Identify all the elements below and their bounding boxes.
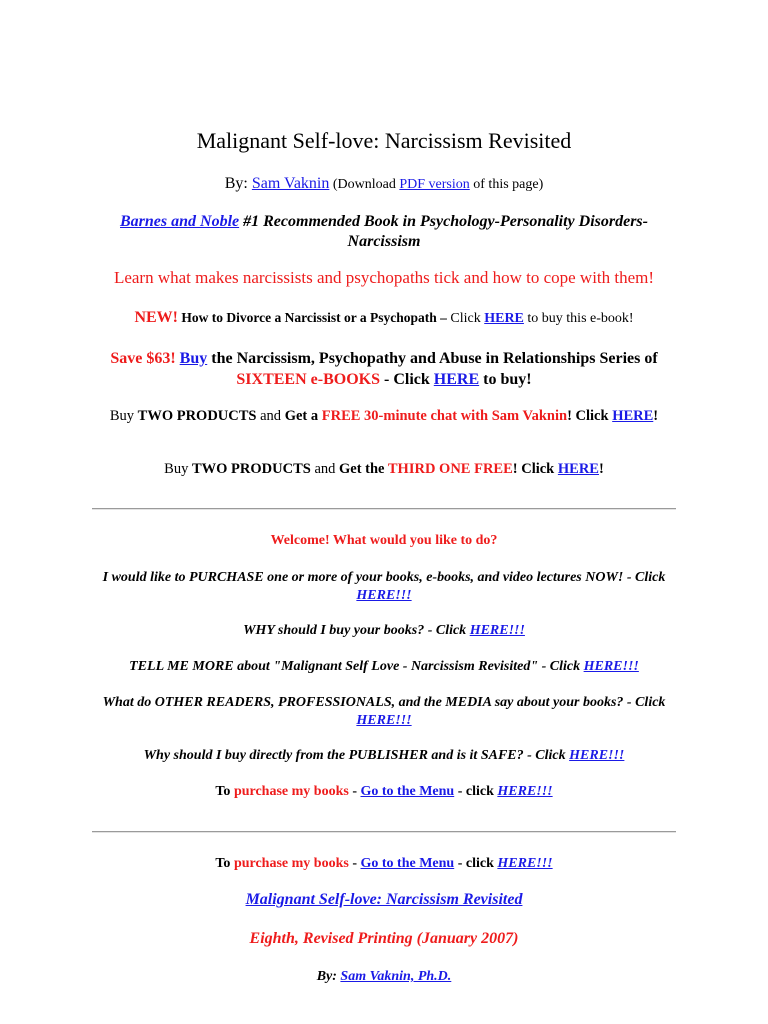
chat-and: and bbox=[256, 408, 285, 424]
chat-get: Get a bbox=[284, 408, 322, 424]
chat-two-products: TWO PRODUCTS bbox=[137, 408, 257, 424]
third-click: ! Click bbox=[512, 461, 558, 477]
purchase-to: To bbox=[215, 856, 234, 871]
chat-here-link[interactable]: HERE bbox=[612, 408, 654, 424]
book-title-link[interactable]: Malignant Self-love: Narcissism Revisited bbox=[245, 891, 523, 908]
option-purchase bbox=[92, 569, 676, 605]
purchase-my-books: purchase my books bbox=[233, 784, 349, 799]
third-two-products: TWO PRODUCTS bbox=[191, 461, 311, 477]
third-here-link[interactable]: HERE bbox=[557, 461, 599, 477]
download-close: of this page) bbox=[469, 177, 544, 192]
recommended-text: #1 Recommended Book in Psychology-Personality Disorders-Narcissism bbox=[239, 213, 648, 250]
book-title-line bbox=[92, 891, 676, 909]
option-publisher-safe bbox=[92, 748, 676, 764]
purchase-to: To bbox=[215, 784, 234, 799]
third-end: ! bbox=[598, 461, 604, 477]
author-link[interactable]: Sam Vaknin bbox=[251, 175, 330, 192]
option-here-link[interactable]: HERE!!! bbox=[469, 623, 525, 638]
byline bbox=[92, 175, 676, 193]
chat-click: ! Click bbox=[567, 408, 613, 424]
purchase-click: - click bbox=[454, 784, 498, 799]
save-label: Save $63! bbox=[110, 350, 176, 367]
new-offer-here-link[interactable]: HERE bbox=[484, 311, 524, 326]
footer-author-link[interactable]: Sam Vaknin, Ph.D. bbox=[340, 969, 452, 984]
chat-buy: Buy bbox=[109, 408, 138, 424]
pdf-version-link[interactable]: PDF version bbox=[399, 177, 470, 192]
new-offer-line bbox=[92, 309, 676, 327]
divider-1 bbox=[92, 508, 676, 510]
edition-line: Eighth, Revised Printing (January 2007) bbox=[249, 930, 519, 947]
page-title: Malignant Self-love: Narcissism Revisited bbox=[196, 128, 572, 153]
save-offer-suffix: to buy! bbox=[479, 371, 532, 388]
footer-by: By: bbox=[316, 969, 341, 984]
go-to-menu-link[interactable]: Go to the Menu bbox=[360, 784, 455, 799]
save-offer-line bbox=[92, 348, 676, 390]
third-and: and bbox=[310, 461, 339, 477]
chat-offer-line bbox=[92, 407, 676, 426]
buy-link[interactable]: Buy bbox=[179, 350, 208, 367]
save-offer-here-link[interactable]: HERE bbox=[433, 371, 480, 388]
option-text: TELL ME MORE about "Malignant Self Love - Narcissism Revisited" - Click bbox=[129, 659, 584, 674]
recommended-line bbox=[92, 212, 676, 252]
save-offer-text2: - Click bbox=[380, 371, 434, 388]
third-offer-line bbox=[92, 461, 676, 478]
new-offer-title: How to Divorce a Narcissist or a Psychopath – bbox=[178, 310, 447, 325]
third-buy: Buy bbox=[164, 461, 192, 477]
option-here-link[interactable]: HERE!!! bbox=[356, 713, 412, 728]
new-offer-click: Click bbox=[446, 311, 485, 326]
purchase-here-link[interactable]: HERE!!! bbox=[497, 856, 553, 871]
tagline: Learn what makes narcissists and psychopaths tick and how to cope with them! bbox=[113, 268, 655, 287]
option-here-link[interactable]: HERE!!! bbox=[569, 748, 625, 763]
purchase-dash: - bbox=[348, 784, 361, 799]
free-chat-text: FREE 30-minute chat with Sam Vaknin bbox=[321, 408, 568, 424]
footer-byline bbox=[92, 969, 676, 985]
option-here-link[interactable]: HERE!!! bbox=[356, 588, 412, 603]
third-get: Get the bbox=[339, 461, 388, 477]
divider-2 bbox=[92, 831, 676, 833]
new-label: NEW! bbox=[134, 309, 178, 326]
option-text: WHY should I buy your books? - Click bbox=[243, 623, 470, 638]
barnes-noble-link[interactable]: Barnes and Noble bbox=[120, 213, 240, 230]
download-open: (Download bbox=[329, 177, 400, 192]
welcome-heading: Welcome! What would you like to do? bbox=[270, 533, 498, 548]
option-why-buy bbox=[92, 623, 676, 639]
option-text: What do OTHER READERS, PROFESSIONALS, and the MEDIA say about your books? - Click bbox=[102, 695, 666, 710]
chat-end: ! bbox=[653, 408, 659, 424]
purchase-here-link[interactable]: HERE!!! bbox=[497, 784, 553, 799]
purchase-line-1 bbox=[92, 784, 676, 800]
purchase-line-2 bbox=[92, 856, 676, 872]
by-prefix: By: bbox=[224, 175, 252, 192]
new-offer-suffix: to buy this e-book! bbox=[523, 311, 634, 326]
option-reviews bbox=[92, 694, 676, 730]
option-text: I would like to PURCHASE one or more of your books, e-books, and video lectures NOW! - Click bbox=[102, 570, 666, 585]
go-to-menu-link[interactable]: Go to the Menu bbox=[360, 856, 455, 871]
option-tell-me-more bbox=[92, 659, 676, 675]
sixteen-ebooks: SIXTEEN e-BOOKS bbox=[236, 371, 380, 388]
save-offer-text1: the Narcissism, Psychopathy and Abuse in Relationships Series of bbox=[207, 350, 658, 367]
option-text: Why should I buy directly from the PUBLISHER and is it SAFE? - Click bbox=[143, 748, 570, 763]
purchase-dash: - bbox=[348, 856, 361, 871]
purchase-click: - click bbox=[454, 856, 498, 871]
option-here-link[interactable]: HERE!!! bbox=[583, 659, 639, 674]
third-free-text: THIRD ONE FREE bbox=[387, 461, 513, 477]
purchase-my-books: purchase my books bbox=[233, 856, 349, 871]
